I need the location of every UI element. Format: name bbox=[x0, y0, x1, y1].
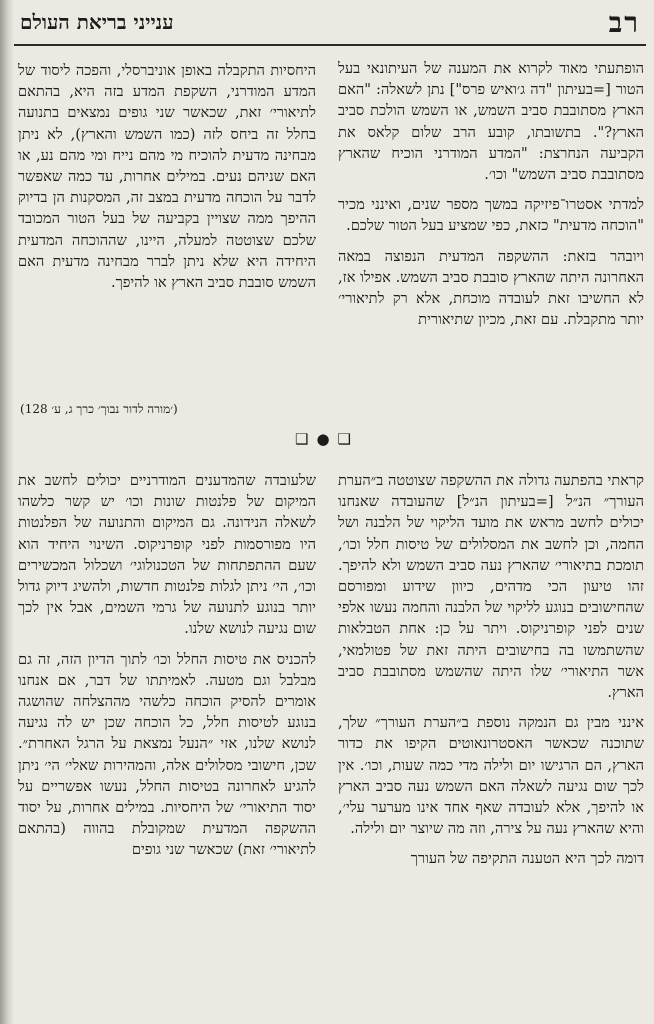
column-right-top bbox=[338, 58, 644, 386]
section-divider-ornament: ❑●❑ bbox=[295, 430, 359, 448]
paragraph: קראתי בהפתעה גדולה את ההשקפה שצוטטה ב״הערת העורך״ הנ״ל [=בעיתון הנ״ל] שהעובדה שאנחנו יכולים לחשב מראש את מועד הליקוי של הלבנה ושל החמה, וכן לחשב את המסלולים של טיסות חלל וכו׳, תומכת בתיאורי׳ שהארץ נעה סביב השמש ולא להיפך. זהו טיעון הכי מדהים, כיוון שידוע ומפורסם שהחישובים בנוגע לליקוי של הלבנה והחמה נעשו אלפי שנים לפני קופרניקוס. ויתר על כן: אחת הטבלאות שהשתמשו בה בחישובים היתה זאת של פטולמאי, אשר התיאורי׳ שלו היתה שהשמש מסתובבת סביב הארץ. bbox=[338, 472, 644, 702]
header-rule bbox=[14, 44, 646, 46]
paragraph: שלעובדה שהמדענים המודרניים יכולים לחשב את המיקום של פלנטות שונות וכו׳ יש קשר כלשהו לשאלה הנידונה. גם המיקום והתנועה של הפלנטות היו מפורסמות לפני קופרניקוס. השינוי היחיד הוא שעם ההתפתחות של הטכנולוגי׳ ושכלול המכשירים וכו׳, הי׳ ניתן לגלות פלנטות חדשות, ולהשיג דיוק גדול יותר בנוגע לתנועה של גרמי השמים, אבל אין לכך שום נגיעה לנושא שלנו. bbox=[18, 472, 316, 638]
paragraph: היחסיות התקבלה באופן אוניברסלי, והפכה ליסוד של המדע המודרני, השקפת המדע בזה היא, בהתאם לתיאורי׳ זאת, שכאשר שני גופים נמצאים בתנועה בחלל זה ביחס לזה (כמו השמש והארץ), לא ניתן מבחינה מדעית להוכיח מי מהם נייח ומי מהם נע, או האם שניהם נעים. במילים אחרות, עד כמה שאפשר לדבר על הוכחה מדעית במצב זה, המסקנות הן בדיוק ההיפך ממה שצויין בקביעה של בעל הטור המכובד שלכם שצוטטה למעלה, היינו, שההוכחה המדעית היחידה היא שלא ניתן לברר מבחינה מדעית האם השמש סובבת סביב הארץ או להיפך. bbox=[18, 62, 316, 292]
column-right-bottom bbox=[338, 470, 644, 1018]
paragraph: דומה לכך היא הטענה התקיפה של העורך bbox=[410, 850, 644, 868]
column-left-bottom bbox=[18, 470, 316, 1018]
paragraph: להכניס את טיסות החלל וכו׳ לתוך הדיון הזה, זה גם מבלבל וגם מטעה. לאמיתתו של דבר, אם אנחנו אומרים להסיק הוכחה כלשהי מההצלחה שהושגה בנוגע לטיסות חלל, כל הוכחה שכן יש לה נגיעה לנושא שלנו, אזי ״הנעל נמצאת על הרגל האחרת״. שכן, חישובי מסלולים אלה, והמהירות שאלי׳ הי׳ ניתן להגיע לאחרונה בטיסות החלל, נעשו אפשריים על יסוד התיאורי׳ של היחסיות. במילים אחרות, על יסוד ההשקפה המדעית שמקובלת בהווה (בהתאם לתיאורי׳ זאת) שכאשר שני גופים bbox=[18, 650, 316, 859]
page-header bbox=[14, 4, 646, 40]
page-number: רב bbox=[608, 6, 640, 39]
paragraph: ויובהר בזאת: ההשקפה המדעית הנפוצה במאה האחרונה היתה שהארץ סובבת סביב השמש. אפילו אז, לא החשיבו זאת לעובדה מוכחת, אלא רק לתיאורי׳ יותר מתקבלת. עם זאת, מכיון שתיאורית bbox=[338, 247, 644, 329]
paragraph: למדתי אסטרו־פיזיקה במשך מספר שנים, ואינני מכיר "הוכחה מדעית" כזאת, כפי שמציע בעל הטור שלכם. bbox=[338, 196, 644, 235]
column-left-top bbox=[18, 60, 316, 376]
binding-gutter bbox=[0, 0, 14, 1024]
source-citation: (׳מורה לדור נבוך׳ כרך ג, ע׳ 128) bbox=[20, 402, 178, 416]
paragraph: אינני מבין גם הנמקה נוספת ב״הערת העורך״ שלך, שתוכנה שכאשר האסטרונאוטים הקיפו את כדור הארץ, הם הרגישו יום ולילה מדי כמה שעות, וכו׳. אין לכך שום נגיעה לשאלה האם השמש נעה סביב הארץ או להיפך, אלא לעובדה שאף אחד אינו מערער עלי׳, והיא שהארץ נעה על צירה, וזה מה שיוצר יום ולילה. bbox=[338, 714, 644, 838]
paragraph: הופתעתי מאוד לקרוא את המענה של העיתונאי בעל הטור [=בעיתון "דה ג׳ואיש פרס"] נתן לשאלה: "האם הארץ מסתובבת סביב השמש, או השמש הולכת סביב הארץ?". בתשובתו, קובע הרב שלום קלאס את הקביעה הנחרצת: "המדע המודרני הוכיח שהארץ מסתובבת סביב השמש" וכו׳. bbox=[338, 60, 644, 184]
running-title: ענייני בריאת העולם bbox=[20, 10, 174, 34]
